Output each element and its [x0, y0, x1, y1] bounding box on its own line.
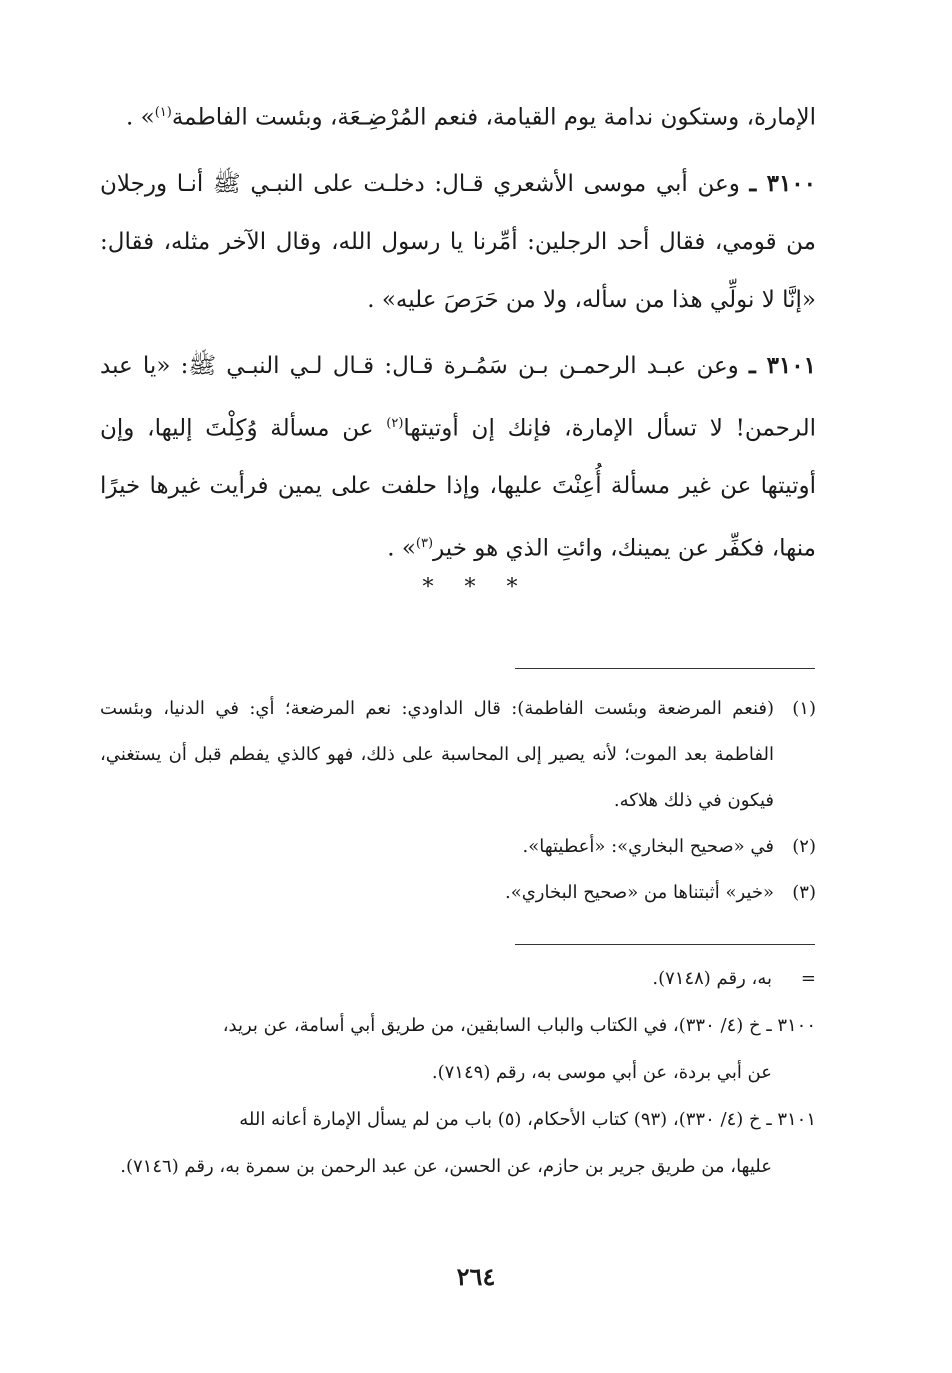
source-text-3100: ٣١٠٠ ـ خ (٤/ ٣٣٠)، في الكتاب والباب السابقين، من طريق أبي أسامة، عن بريد، [222, 1015, 816, 1036]
footnote-text-2: في «صحيح البخاري»: «أعطيتها». [522, 836, 774, 857]
footnote-2 [100, 824, 816, 870]
main-text [100, 84, 816, 578]
source-text-3100-cont: عن أبي بردة، عن أبي موسى به، رقم (٧١٤٩). [431, 1062, 772, 1083]
source-continuation [100, 955, 816, 1002]
source-text-3101: ٣١٠١ ـ خ (٤/ ٣٣٠)، (٩٣) كتاب الأحكام، (٥) باب من لم يسأل الإمارة أعانه الله [239, 1109, 816, 1130]
hadith-number-3101: ٣١٠١ ـ [748, 351, 816, 379]
hadith-number-3100: ٣١٠٠ ـ [749, 169, 817, 197]
hadith-text-3101-b: عن مسألة وُكِلْتَ إليها، وإن أوتيتها عن غير مسألة أُعِنْتَ عليها، وإذا حلفت على يمين فرأيت غيرها خيرًا منها، فكفِّر عن يمينك، وائتِ الذي هو خير [100, 415, 816, 562]
footnote-3 [100, 870, 816, 916]
hadith-text-3101-a: وعن عبـد الرحمـن بـن سَمُـرة قـال: قـال لـي النبـي ﷺ: «يا عبد الرحمن! لا تسأل الإمارة، فإنك إن أوتيتها [100, 352, 816, 442]
intro-end: » . [125, 104, 155, 131]
footnote-text-1: (فنعم المرضعة وبئست الفاطمة): قال الداودي: نعم المرضعة؛ أي: في الدنيا، وبئست الفاطمة بعد الموت؛ لأنه يصير إلى المحاسبة على ذلك، فهو كالذي يفطم قبل أن يستغني، فيكون في ذلك هلاكه. [100, 698, 774, 811]
continuation-text: به، رقم (٧١٤٨). [652, 968, 772, 989]
footnotes [100, 686, 816, 916]
footnote-ref-2[interactable]: (٢) [386, 415, 404, 431]
continuation-mark: = [800, 968, 816, 989]
hadith-text-3100: وعن أبي موسى الأشعري قـال: دخلـت على النبـي ﷺ أنـا ورجلان من قومي، فقال أحد الرجلين: أمِّرنا يا رسول الله، وقال الآخر مثله، فقال: «إنَّا لا نولِّي هذا من سأله، ولا من حَرَصَ عليه» . [100, 170, 816, 313]
footnote-text-3: «خير» أثبتناها من «صحيح البخاري». [504, 882, 774, 903]
page-number: ٢٦٤ [456, 1262, 496, 1291]
source-3101 [100, 1096, 816, 1190]
source-3100 [100, 1002, 816, 1096]
section-separator: * * * [422, 575, 530, 600]
intro-text: الإمارة، وستكون ندامة يوم القيامة، فنعم المُرْضِـعَة، وبئست الفاطمة [171, 104, 816, 131]
sources [100, 955, 816, 1190]
footnote-marker-3: (٣) [792, 882, 816, 903]
hadith-text-3101-end: » . [387, 535, 416, 562]
footnote-marker-2: (٢) [792, 836, 816, 857]
footnote-marker-1: (١) [792, 698, 816, 719]
sources-rule [515, 944, 815, 945]
footnote-rule [515, 668, 815, 669]
footnote-ref-3[interactable]: (٣) [415, 536, 434, 552]
hadith-3100 [100, 155, 816, 329]
footnote-ref-1[interactable]: (١) [154, 105, 172, 120]
footnote-1 [100, 686, 816, 824]
paragraph-intro [100, 84, 816, 147]
hadith-3101 [100, 337, 816, 578]
source-text-3101-cont: عليها، من طريق جرير بن حازم، عن الحسن، عن عبد الرحمن بن سمرة به، رقم (٧١٤٦). [120, 1156, 772, 1177]
